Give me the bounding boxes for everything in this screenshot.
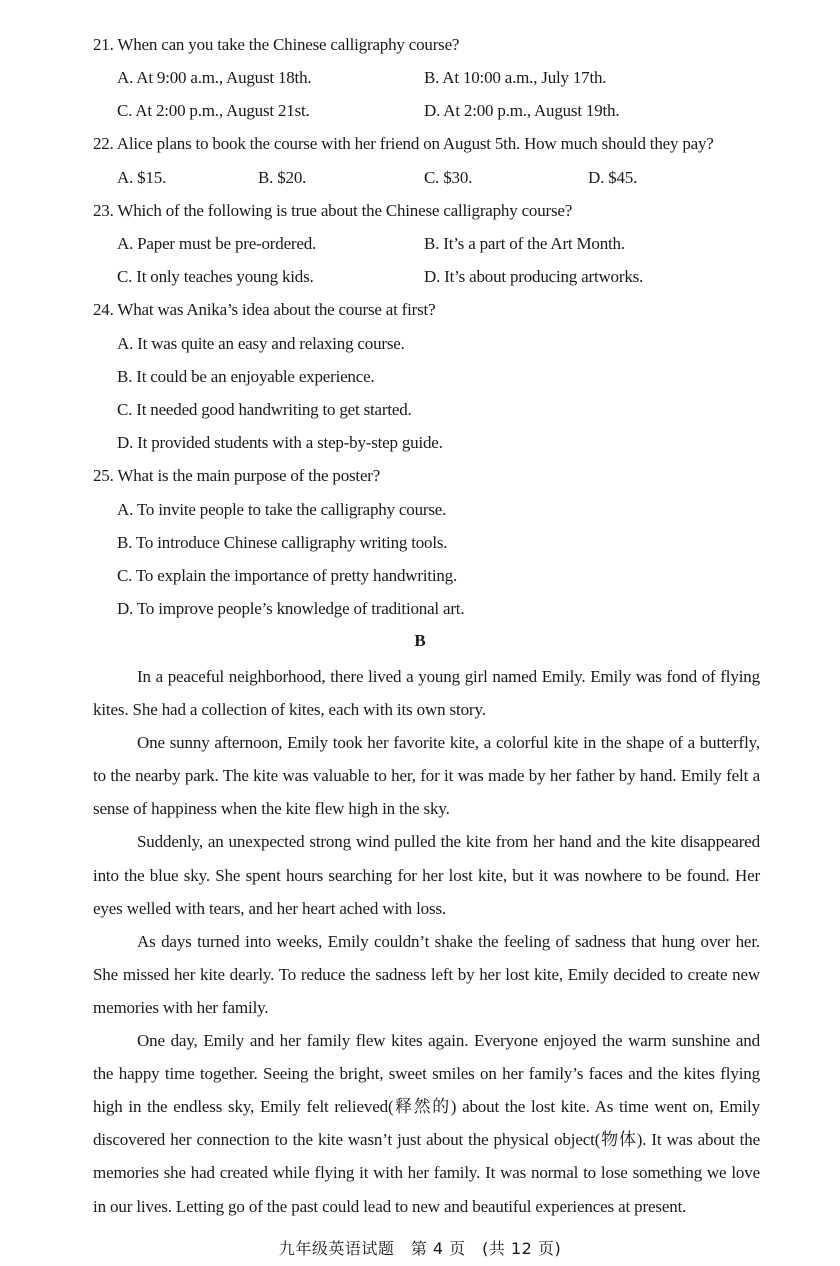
question-25-option-c: C. To explain the importance of pretty handwriting. (117, 566, 458, 585)
question-21-option-b: B. At 10:00 a.m., July 17th. (424, 68, 607, 87)
page-footer: 九年级英语试题 第 4 页 (共 12 页) (278, 1239, 562, 1258)
passage-paragraph: As days turned into weeks, Emily couldn’t shake the feeling of sadness that hung over her. She missed her kite dearly. To reduce the sadness left by her lost kite, Emily decided to create new memories with her family. (93, 931, 760, 1017)
question-24-option-b: B. It could be an enjoyable experience. (117, 367, 375, 386)
question-22-option-a: A. $15. (117, 168, 167, 187)
question-24-option-d: D. It provided students with a step-by-step guide. (117, 433, 443, 452)
passage-paragraph: One sunny afternoon, Emily took her favorite kite, a colorful kite in the shape of a butterfly, to the nearby park. The kite was valuable to her, for it was made by her father by hand. Emily felt a sense of happiness when the kite flew high in the sky. (93, 733, 760, 819)
question-22-option-d: D. $45. (588, 168, 638, 187)
question-25-option-b: B. To introduce Chinese calligraphy writing tools. (117, 533, 448, 552)
question-21-option-d: D. At 2:00 p.m., August 19th. (424, 101, 620, 120)
passage-paragraph: One day, Emily and her family flew kites again. Everyone enjoyed the warm sunshine and the happy time together. Seeing the bright, sweet smiles on her family’s faces and the kites flying high in the endless sky, Emily felt relieved(释然的) about the lost kite. As time went on, Emily discovered her connection to the kite wasn’t just about the physical object(物体). It was about the memories she had created while flying it with her family. It was normal to lose something we love in our lives. Letting go of the past could lead to new and beautiful experiences at present. (93, 1031, 760, 1216)
reading-passage (93, 660, 760, 1223)
question-24-option-c: C. It needed good handwriting to get started. (117, 400, 412, 419)
question-22-stem: 22. Alice plans to book the course with her friend on August 5th. How much should they pay? (93, 134, 714, 153)
passage-paragraph: In a peaceful neighborhood, there lived a young girl named Emily. Emily was fond of flying kites. She had a collection of kites, each with its own story. (93, 667, 760, 720)
section-b-title: B (414, 631, 426, 650)
question-23-stem: 23. Which of the following is true about the Chinese calligraphy course? (93, 201, 573, 220)
question-21-option-a: A. At 9:00 a.m., August 18th. (117, 68, 312, 87)
question-25-option-a: A. To invite people to take the calligraphy course. (117, 500, 447, 519)
question-24-option-a: A. It was quite an easy and relaxing course. (117, 334, 405, 353)
question-21-option-c: C. At 2:00 p.m., August 21st. (117, 101, 310, 120)
question-25-option-d: D. To improve people’s knowledge of traditional art. (117, 599, 465, 618)
question-24-stem: 24. What was Anika’s idea about the course at first? (93, 300, 436, 319)
question-21-stem: 21. When can you take the Chinese calligraphy course? (93, 35, 460, 54)
question-25-stem: 25. What is the main purpose of the poster? (93, 466, 381, 485)
passage-paragraph: Suddenly, an unexpected strong wind pulled the kite from her hand and the kite disappeared into the blue sky. She spent hours searching for her lost kite, but it was nowhere to be found. Her eyes welled with tears, and her heart ached with loss. (93, 832, 760, 918)
question-23-option-b: B. It’s a part of the Art Month. (424, 234, 625, 253)
question-23-option-a: A. Paper must be pre-ordered. (117, 234, 317, 253)
question-22-option-c: C. $30. (424, 168, 473, 187)
question-22-option-b: B. $20. (258, 168, 307, 187)
question-23-option-d: D. It’s about producing artworks. (424, 267, 644, 286)
question-23-option-c: C. It only teaches young kids. (117, 267, 314, 286)
